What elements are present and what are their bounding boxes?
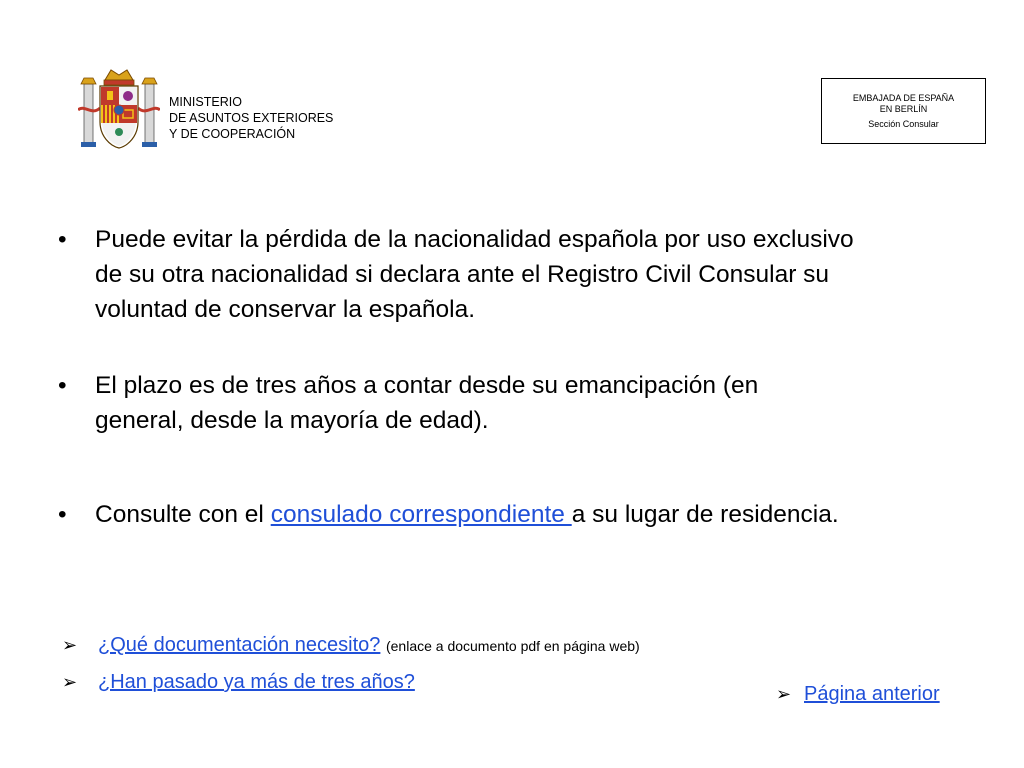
bullet-1-line-3: voluntad de conservar la española. (95, 296, 476, 323)
ministry-line-3: Y DE COOPERACIÓN (169, 127, 296, 141)
embassy-line-3: Sección Consular (868, 119, 939, 129)
bullet-2-line-1: El plazo es de tres años a contar desde su emancipación (en (95, 372, 759, 399)
documentation-link[interactable]: ¿Qué documentación necesito? (98, 634, 381, 656)
documentation-note: (enlace a documento pdf en página web) (385, 638, 640, 654)
embassy-line-2: EN BERLÍN (879, 104, 928, 114)
ministry-name (169, 94, 333, 142)
bullet-1-line-1: Puede evitar la pérdida de la nacionalidad española por uso exclusivo (95, 226, 854, 253)
three-years-link[interactable]: ¿Han pasado ya más de tres años? (98, 671, 415, 693)
bullet-symbol: • (58, 226, 67, 253)
bullet-3-suffix: a su lugar de residencia. (571, 501, 839, 528)
embassy-line-1: EMBAJADA DE ESPAÑA (852, 93, 955, 103)
bullet-3-line (95, 497, 1024, 532)
embassy-box (821, 78, 986, 144)
bullet-item-deadline (58, 368, 1024, 438)
bullet-symbol: • (58, 501, 67, 528)
ministry-header (78, 64, 398, 154)
bullet-1-line-2: de su otra nacionalidad si declara ante el Registro Civil Consular su (95, 261, 830, 288)
bullet-item-consult (58, 497, 1024, 532)
bullet-item-loss-avoidance (58, 222, 1024, 327)
bullet-3-prefix: Consulte con el (95, 501, 271, 528)
coat-of-arms-icon (78, 66, 160, 150)
bullet-2-line-2: general, desde la mayoría de edad). (95, 407, 489, 434)
ministry-line-1: MINISTERIO (169, 95, 242, 109)
previous-page-link[interactable]: Página anterior (804, 683, 940, 705)
consulate-link[interactable]: consulado correspondiente (270, 501, 572, 528)
arrow-bullet-icon: ➢ (62, 635, 78, 655)
bullet-symbol: • (58, 372, 67, 399)
ministry-line-2: DE ASUNTOS EXTERIORES (169, 111, 334, 125)
arrow-bullet-icon: ➢ (776, 684, 792, 704)
three-years-row (62, 671, 415, 694)
previous-page-row (776, 683, 940, 706)
documentation-row (62, 634, 640, 657)
arrow-bullet-icon: ➢ (62, 672, 78, 692)
